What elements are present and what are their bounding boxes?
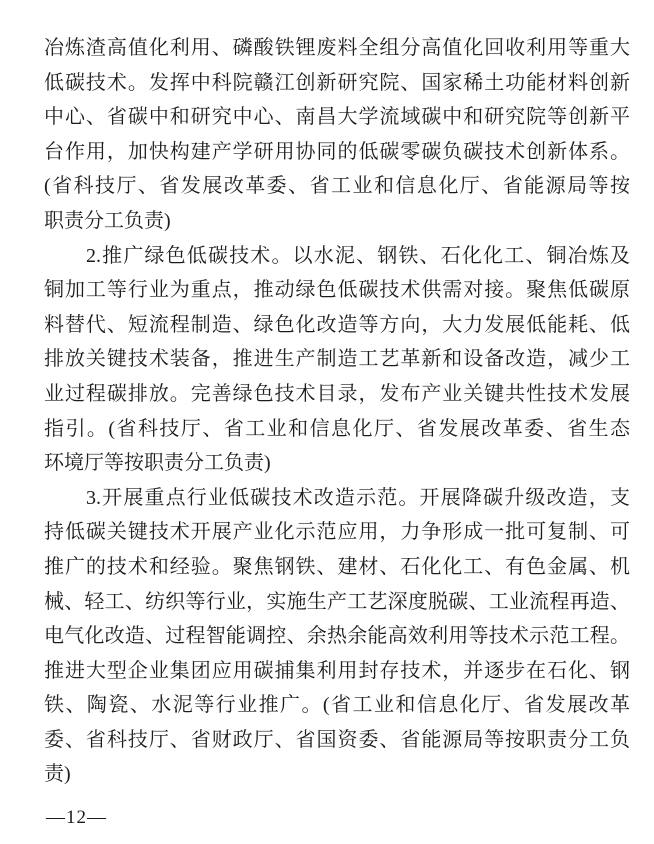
- text-line-12: 指引。(省科技厅、省工业和信息化厅、省发展改革委、省生态: [44, 417, 630, 440]
- text-line-18: 电气化改造、过程智能调控、余热余能高效利用等技术示范工程。: [44, 625, 630, 648]
- page-number: —12—: [46, 807, 107, 828]
- text-line-14-paragraph-3-start: 3.开展重点行业低碳技术改造示范。开展降碳升级改造，支: [86, 486, 630, 509]
- text-line-2: 低碳技术。发挥中科院赣江创新研究院、国家稀土功能材料创新: [44, 71, 630, 94]
- text-line-4: 台作用，加快构建产学研用协同的低碳零碳负碳技术创新体系。: [44, 140, 630, 163]
- text-line-3: 中心、省碳中和研究中心、南昌大学流域碳中和研究院等创新平: [44, 106, 630, 129]
- text-line-10: 排放关键技术装备，推进生产制造工艺革新和设备改造，减少工: [44, 348, 630, 371]
- text-line-16: 推广的技术和经验。聚焦钢铁、建材、石化化工、有色金属、机: [44, 555, 630, 578]
- text-line-21: 委、省科技厅、省财政厅、省国资委、省能源局等按职责分工负: [44, 728, 630, 751]
- text-line-11: 业过程碳排放。完善绿色技术目录，发布产业关键共性技术发展: [44, 382, 630, 405]
- text-line-13: 环境厅等按职责分工负责): [44, 452, 271, 475]
- text-line-7-paragraph-2-start: 2.推广绿色低碳技术。以水泥、钢铁、石化化工、铜冶炼及: [86, 244, 630, 267]
- text-line-19: 推进大型企业集团应用碳捕集利用封存技术，并逐步在石化、钢: [44, 659, 630, 682]
- text-line-22: 责): [44, 763, 71, 786]
- text-line-8: 铜加工等行业为重点，推动绿色低碳技术供需对接。聚焦低碳原: [44, 279, 630, 302]
- text-line-20: 铁、陶瓷、水泥等行业推广。(省工业和信息化厅、省发展改革: [44, 694, 630, 717]
- text-line-1: 冶炼渣高值化利用、磷酸铁锂废料全组分高值化回收利用等重大: [44, 37, 630, 59]
- text-line-17: 械、轻工、纺织等行业，实施生产工艺深度脱碳、工业流程再造、: [44, 590, 630, 613]
- text-line-15: 持低碳关键技术开展产业化示范应用，力争形成一批可复制、可: [44, 521, 630, 544]
- document-text-block: [44, 31, 630, 792]
- text-line-5: (省科技厅、省发展改革委、省工业和信息化厅、省能源局等按: [44, 175, 630, 198]
- text-line-9: 料替代、短流程制造、绿色化改造等方向，大力发展低能耗、低: [44, 313, 630, 336]
- text-line-6: 职责分工负责): [44, 209, 171, 232]
